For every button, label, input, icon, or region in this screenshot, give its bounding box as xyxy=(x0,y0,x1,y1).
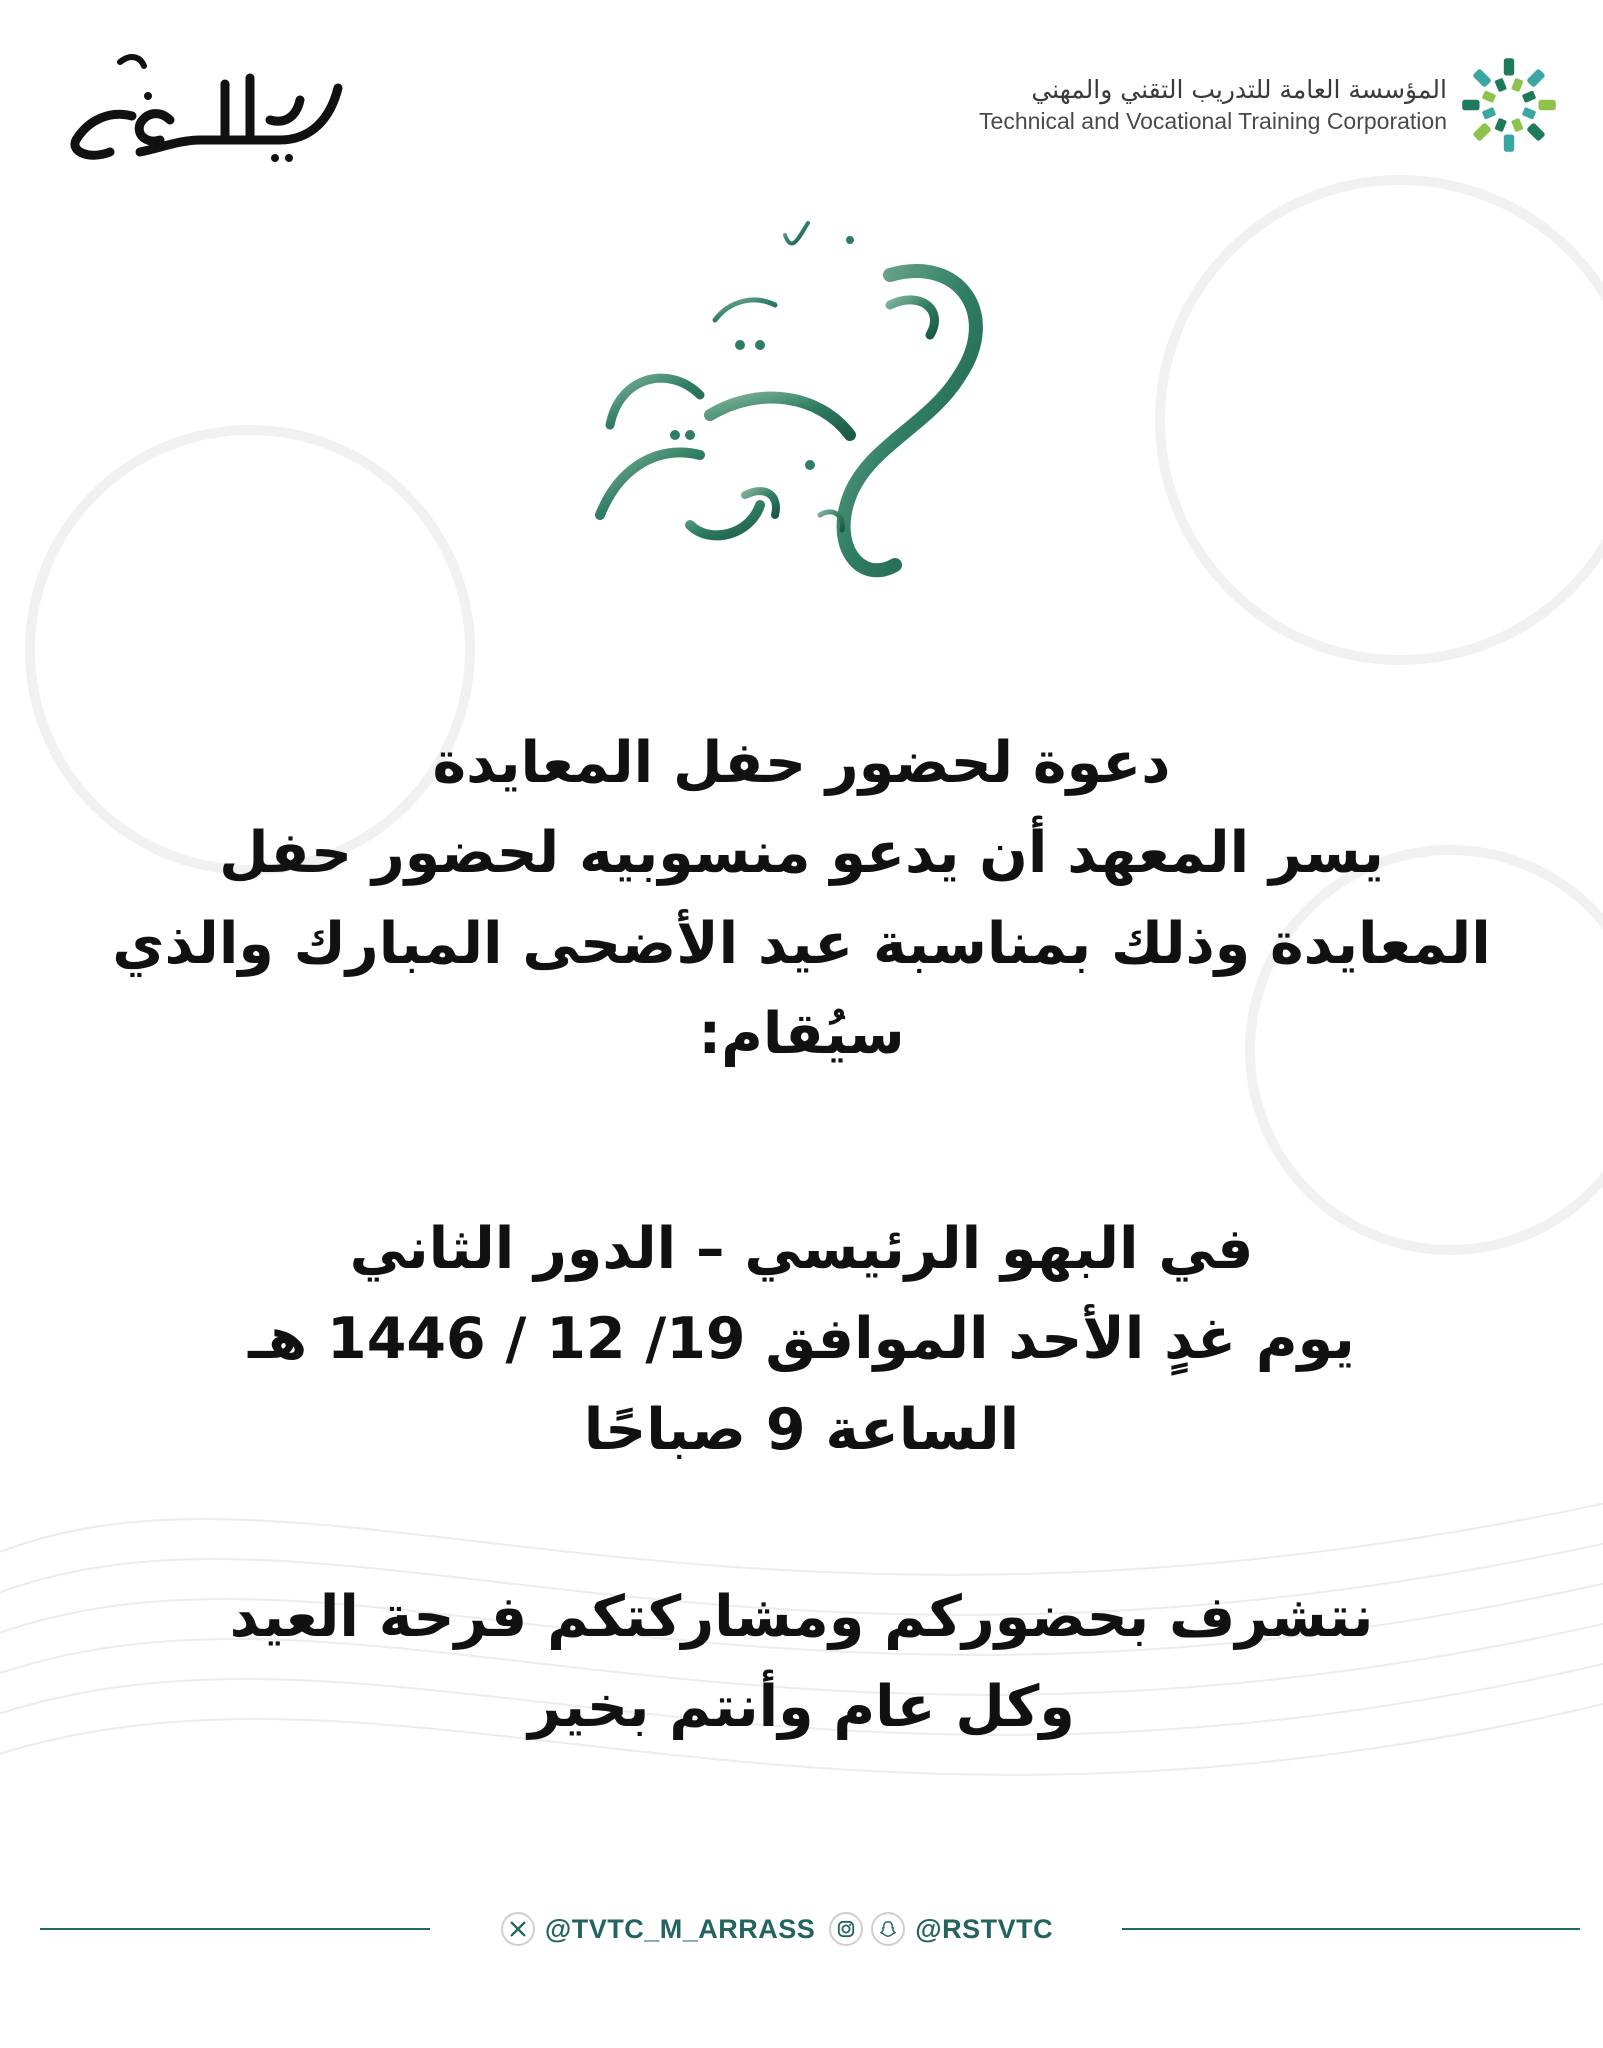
event-date: يوم غدٍ الأحد الموافق 19/ 12 / 1446 هـ xyxy=(248,1306,1355,1372)
event-time: الساعة 9 صباحًا xyxy=(583,1397,1020,1463)
footer-divider-right xyxy=(1122,1928,1580,1930)
eid-al-adha-logo xyxy=(60,40,360,170)
invitation-calligraphy-title xyxy=(560,195,1030,595)
org-name-arabic: المؤسسة العامة للتدريب التقني والمهني xyxy=(1031,75,1447,104)
event-location: في البهو الرئيسي – الدور الثاني xyxy=(349,1216,1254,1282)
x-handle[interactable]: @TVTC_M_ARRASS xyxy=(544,1913,816,1944)
instagram-icon[interactable] xyxy=(829,1912,863,1946)
snapchat-handle[interactable]: @RSTVTC xyxy=(915,1913,1054,1944)
snapchat-icon[interactable] xyxy=(871,1912,905,1946)
tvtc-emblem-icon xyxy=(1457,53,1561,157)
closing-line: نتشرف بحضوركم ومشاركتكم فرحة العيد xyxy=(229,1584,1374,1650)
org-name-english: Technical and Vocational Training Corporation xyxy=(979,108,1447,134)
tvtc-logo xyxy=(941,30,1561,180)
x-icon[interactable] xyxy=(501,1912,535,1946)
invitation-line: سيُقام: xyxy=(698,1001,905,1067)
social-footer xyxy=(480,1904,1080,1954)
closing-greeting: وكل عام وأنتم بخير xyxy=(528,1674,1075,1740)
invitation-heading: دعوة لحضور حفل المعايدة xyxy=(432,730,1171,796)
invitation-line: يسر المعهد أن يدعو منسوبيه لحضور حفل xyxy=(219,820,1384,886)
invitation-line: المعايدة وذلك بمناسبة عيد الأضحى المبارك والذي xyxy=(112,911,1491,977)
footer-divider-left xyxy=(40,1928,430,1930)
